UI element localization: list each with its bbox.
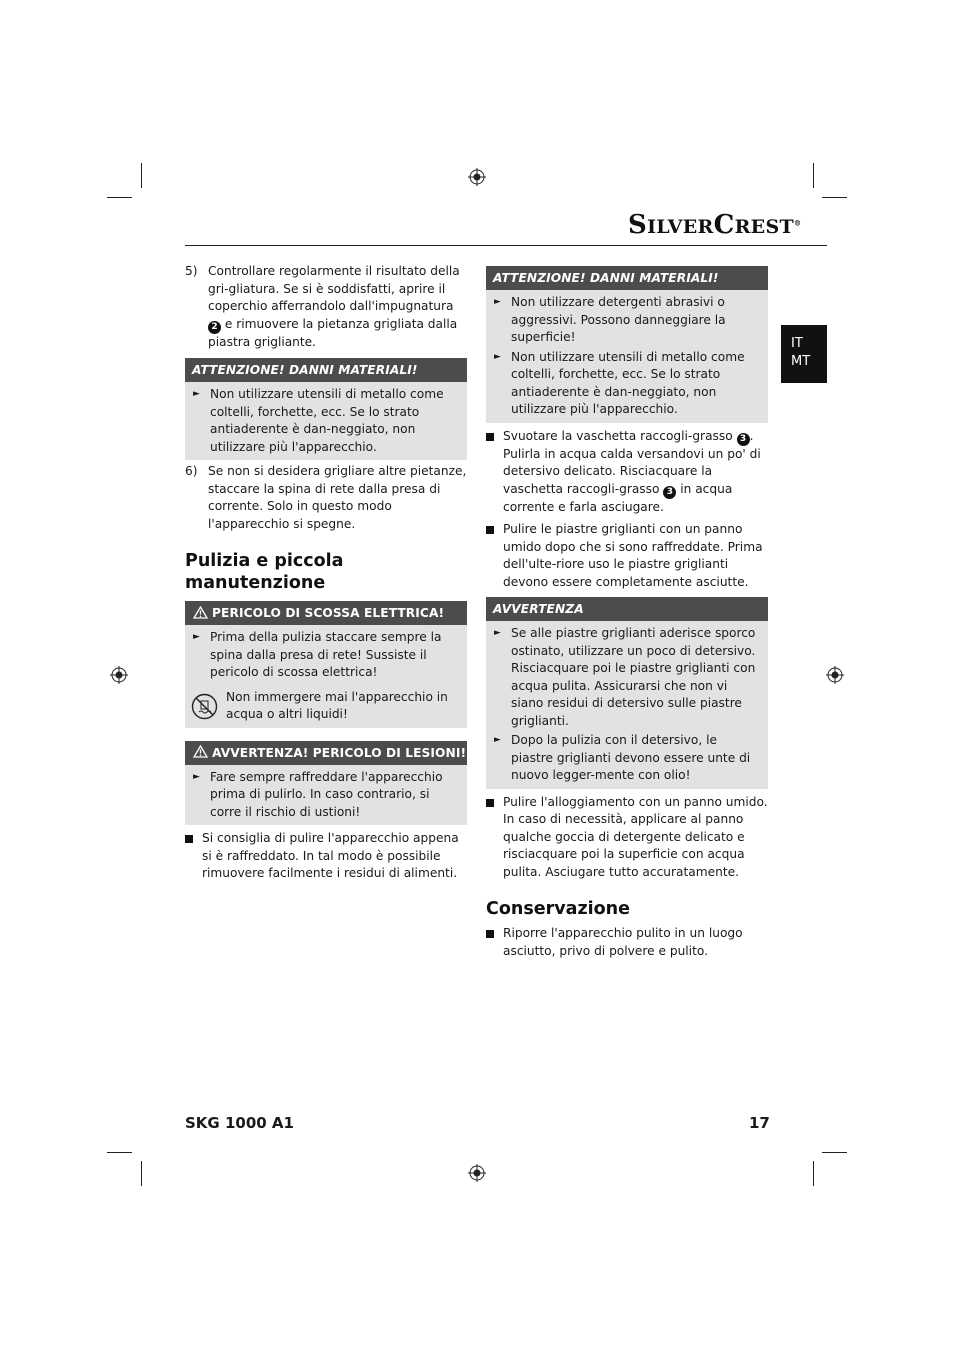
no-immerse-note: Non immergere mai l'apparecchio in acqua o altri liquidi! xyxy=(191,689,461,724)
crop-mark xyxy=(813,1161,814,1186)
bullet-square-icon xyxy=(486,799,494,807)
bullet-grease-tray: Svuotare la vaschetta raccogli-grasso 3 . Pulirla in acqua calda versandovi un po' di detersivo delicato. Risciacquare la vaschetta raccogli-grasso 3 in acqua corrente e farla asciugare. xyxy=(486,428,768,517)
arrow-icon: ► xyxy=(193,771,200,782)
registration-mark-icon xyxy=(826,666,844,684)
attention-box xyxy=(185,358,467,460)
registration-mark-icon xyxy=(468,1164,486,1182)
page-number: 17 xyxy=(749,1114,770,1132)
danger-item: ► Prima della pulizia staccare sempre la spina dalla presa di rete! Sussiste il pericolo di scossa elettrica! xyxy=(193,630,442,679)
crop-mark xyxy=(822,1152,847,1153)
arrow-icon: ► xyxy=(494,297,501,307)
attention-item: ► Non utilizzare detergenti abrasivi o aggressivi. Possono danneggiare la superficie! xyxy=(494,295,726,344)
injury-warning-item: ► Fare sempre raffreddare l'apparecchio prima di pulirlo. In caso contrario, si corre il rischio di ustioni! xyxy=(193,769,443,819)
arrow-icon: ► xyxy=(494,628,501,638)
bullet-grill-plates: Pulire le piastre griglianti con un panno umido dopo che si sono raffreddate. Prima dell'ulte-riore uso le piastre griglianti devono essere completamente asciutte. xyxy=(486,521,768,591)
note-title: AVVERTENZA xyxy=(486,597,768,621)
crop-mark xyxy=(107,1152,132,1153)
storage-title: Conservazione xyxy=(486,899,630,919)
bullet-square-icon xyxy=(486,433,494,441)
arrow-icon: ► xyxy=(494,735,501,745)
crop-mark xyxy=(141,163,142,188)
arrow-icon: ► xyxy=(193,632,200,642)
attention-item: ► Non utilizzare utensili di metallo come coltelli, forchette, ecc. Se lo strato antiaderente è dan-neggiato, non utilizzare più l'apparecchio. xyxy=(193,387,444,454)
warning-triangle-icon xyxy=(193,606,208,619)
part-ref-3: 3 xyxy=(663,486,676,499)
warning-triangle-icon xyxy=(193,745,208,758)
left-column xyxy=(185,263,467,883)
bullet-square-icon xyxy=(185,835,193,843)
registration-mark-icon xyxy=(468,168,486,186)
step-5: 5) Controllare regolarmente il risultato della gri-gliatura. Se si è soddisfatti, aprire il coperchio afferrandolo dall'impugnatura 2 e rimuovere la pietanza grigliata dalla piastra grigliante. xyxy=(185,264,460,349)
section-title: Pulizia e piccola manutenzione xyxy=(185,551,344,593)
injury-warning-title: AVVERTENZA! PERICOLO DI LESIONI! xyxy=(185,741,467,765)
attention-item: ► Non utilizzare utensili di metallo come coltelli, forchette, ecc. Se lo strato antiaderente è dan-neggiato, non utilizzare più l'apparecchio. xyxy=(494,349,745,416)
injury-warning-box xyxy=(185,741,467,826)
note-item: ► Dopo la pulizia con il detersivo, le piastre griglianti devono essere unte di nuovo legger-mente con olio! xyxy=(494,733,751,782)
bullet-clean-cooled: Si consiglia di pulire l'apparecchio appena si è raffreddato. In tal modo è possibile rimuovere facilmente i residui di alimenti. xyxy=(185,830,467,883)
part-ref-3: 3 xyxy=(737,433,750,446)
header-rule xyxy=(185,245,827,246)
model-number: SKG 1000 A1 xyxy=(185,1114,294,1132)
attention-title: ATTENZIONE! DANNI MATERIALI! xyxy=(486,266,768,290)
no-immersion-icon xyxy=(191,693,218,720)
arrow-icon: ► xyxy=(193,389,200,399)
step-6: 6) Se non si desidera grigliare altre pietanze, staccare la spina di rete dalla presa di corrente. Solo in questo modo l'apparecchio si spegne. xyxy=(185,464,467,531)
crop-mark xyxy=(813,163,814,188)
crop-mark xyxy=(822,197,847,198)
note-item: ► Se alle piastre griglianti aderisce sporco ostinato, utilizzare un poco di detersivo. Risciacquare poi le piastre griglianti con acqua pulita. Assicurarsi che non vi siano residui di detersivo sulle piastre griglianti. xyxy=(494,626,756,728)
language-tab: IT MT xyxy=(781,325,827,383)
part-ref-2: 2 xyxy=(208,321,221,334)
registration-mark-icon xyxy=(110,666,128,684)
bullet-square-icon xyxy=(486,526,494,534)
note-box xyxy=(486,597,768,789)
right-column xyxy=(486,266,768,960)
bullet-housing: Pulire l'alloggiamento con un panno umido. In caso di necessità, applicare al panno qualche goccia di detergente delicato e risciacquare poi la superficie con acqua pulita. Asciugare tutto accuratamente. xyxy=(486,794,768,882)
crop-mark xyxy=(141,1161,142,1186)
attention-title: ATTENZIONE! DANNI MATERIALI! xyxy=(185,358,467,382)
danger-box xyxy=(185,601,467,728)
arrow-icon: ► xyxy=(494,351,501,362)
bullet-storage: Riporre l'apparecchio pulito in un luogo asciutto, privo di polvere e pulito. xyxy=(486,925,768,960)
danger-title: PERICOLO DI SCOSSA ELETTRICA! xyxy=(185,601,467,625)
brand-logo: SILVERCREST® xyxy=(628,210,802,240)
crop-mark xyxy=(107,197,132,198)
bullet-square-icon xyxy=(486,930,494,938)
attention-box xyxy=(486,266,768,423)
